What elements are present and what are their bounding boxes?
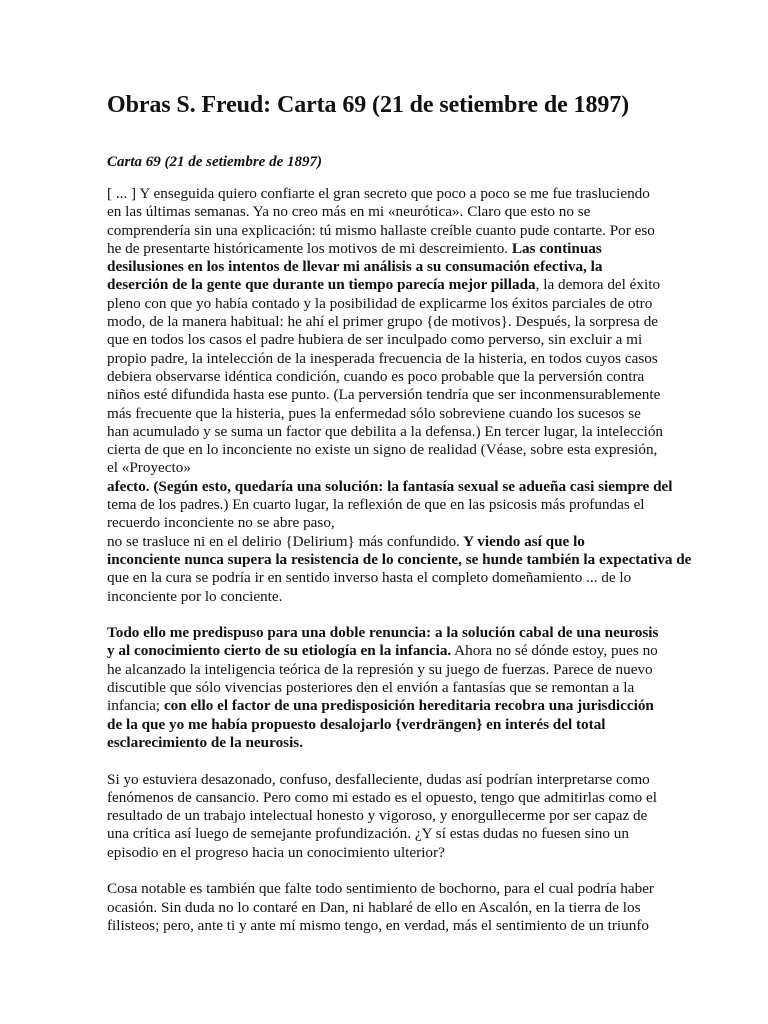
text-run: el «Proyecto»	[107, 459, 191, 477]
text-run: no se trasluce ni en el delirio {Delirium} más confundido.	[107, 532, 460, 550]
bold-text-run: inconciente nunca supera la resistencia de lo conciente, se hunde también la expectativa de	[107, 550, 692, 568]
text-line	[107, 789, 659, 807]
text-run: discutible que sólo vivencias posteriores den el envión a fantasías que se remontan a la	[107, 679, 635, 697]
text-run: tema de los padres.) En cuarto lugar, la reflexión de que en las psicosis más profundas el	[107, 496, 645, 514]
bold-text-run: esclarecimiento de la neurosis.	[107, 733, 304, 751]
page-title: Obras S. Freud: Carta 69 (21 de setiembre de 1897)	[107, 92, 630, 118]
paragraph	[107, 624, 659, 752]
text-line	[107, 313, 659, 331]
text-run: que en la cura se podría ir en sentido inverso hasta el completo domeñamiento ... de lo	[107, 569, 632, 587]
text-run: recuerdo inconciente no se abre paso,	[107, 514, 335, 532]
text-line	[107, 295, 659, 313]
text-run: episodio en el progreso hacia un conocimiento ulterior?	[107, 843, 445, 861]
text-run: , la demora del éxito	[535, 276, 661, 294]
text-run: Cosa notable es también que falte todo sentimiento de bochorno, para el cual podría haber	[107, 880, 654, 898]
text-run: propio padre, la intelección de la inesperada frecuencia de la histeria, en todos cuyos casos	[107, 349, 658, 367]
text-run: han acumulado y se suma un factor que debilita a la defensa.) En tercer lugar, la intelección	[107, 422, 664, 440]
text-line	[107, 734, 659, 752]
bold-text-run: Las continuas	[511, 239, 602, 257]
text-line	[107, 459, 659, 477]
text-run: más frecuente que la histeria, pues la enfermedad sólo sobreviene cuando los sucesos se	[107, 404, 641, 422]
bold-text-run: de la que yo me había propuesto desalojarlo {verdrängen} en interés del total	[107, 715, 606, 733]
text-line	[107, 642, 659, 660]
text-line	[107, 844, 659, 862]
text-line	[107, 880, 659, 898]
text-line	[107, 661, 659, 679]
text-run: resultado de un trabajo intelectual honesto y vigoroso, y enorgullecerme por ser capaz de	[107, 807, 648, 825]
text-run: niños esté difundida hasta ese punto. (La perversión tendría que ser inconmensurablemente	[107, 386, 661, 404]
text-line	[107, 422, 664, 441]
text-run: Si yo estuviera desazonado, confuso, desfalleciente, dudas así podrían interpretarse como	[107, 770, 650, 788]
text-line	[107, 276, 659, 294]
text-line	[107, 496, 659, 514]
bold-text-run: deserción de la gente que durante un tiempo parecía mejor pillada	[107, 276, 536, 294]
text-line	[107, 917, 659, 935]
text-line	[107, 550, 692, 569]
text-line	[107, 679, 659, 697]
text-run: he de presentarte históricamente los motivos de mi descreimiento.	[107, 239, 512, 257]
paragraph	[107, 771, 659, 862]
text-line	[107, 716, 659, 734]
letter-subtitle: Carta 69 (21 de setiembre de 1897)	[107, 154, 322, 170]
text-line	[107, 697, 659, 715]
text-run: pleno con que yo había contado y la posibilidad de explicarme los éxitos parciales de otro	[107, 294, 653, 312]
text-run: he alcanzado la inteligencia teórica de la represión y su juego de fuerzas. Parece de nuevo	[107, 660, 653, 678]
text-line	[107, 825, 659, 843]
bold-text-run: y al conocimiento cierto de su etiología en la infancia.	[107, 642, 452, 660]
text-line	[107, 240, 659, 258]
text-line	[107, 368, 659, 386]
text-line	[107, 185, 659, 203]
text-run: una crítica así luego de semejante profundización. ¿Y sí estas dudas no fuesen sino un	[107, 825, 629, 843]
text-run: comprendería sin una explicación: tú mismo hallaste creíble cuanto pude contarte. Por eso	[107, 221, 655, 239]
letter-body	[107, 185, 692, 935]
bold-text-run: afecto. (Según esto, quedaría una solución: la fantasía sexual se adueña casi siempre del	[107, 477, 673, 495]
text-run: inconciente por lo conciente.	[107, 587, 283, 605]
text-line	[107, 405, 659, 423]
bold-text-run: con ello el factor de una predisposición hereditaria recobra una jurisdicción	[163, 697, 654, 715]
text-line	[107, 588, 659, 606]
text-run: que en todos los casos el padre hubiera de ser inculpado como perverso, sin excluir a mi	[107, 331, 643, 349]
text-line	[107, 771, 659, 789]
text-line	[107, 222, 659, 240]
bold-text-run: Y viendo así que lo	[459, 532, 585, 550]
paragraph	[107, 880, 659, 935]
text-run: filisteos; pero, ante ti y ante mí mismo tengo, en verdad, más el sentimiento de un triunfo	[107, 916, 649, 934]
paragraph	[107, 185, 692, 606]
text-line	[107, 258, 659, 276]
text-run: ocasión. Sin duda no lo contaré en Dan, ni hablaré de ello en Ascalón, en la tierra de los	[107, 898, 641, 916]
bold-text-run: desilusiones en los intentos de llevar mi análisis a su consumación efectiva, la	[107, 258, 603, 276]
text-line	[107, 514, 659, 532]
text-line	[107, 477, 673, 496]
text-line	[107, 533, 659, 551]
text-line	[107, 569, 659, 587]
text-line	[107, 624, 659, 642]
text-line	[107, 331, 659, 349]
text-line	[107, 807, 659, 825]
text-run: infancia;	[107, 697, 164, 715]
text-run: Ahora no sé dónde estoy, pues no	[451, 642, 658, 660]
bold-text-run: Todo ello me predispuso para una doble renuncia: a la solución cabal de una neurosis	[107, 624, 659, 642]
text-run: debiera observarse idéntica condición, cuando es poco probable que la perversión contra	[107, 367, 645, 385]
text-run: cierta de que en lo inconciente no existe un signo de realidad (Véase, sobre esta expresión,	[107, 441, 658, 459]
text-run: en las últimas semanas. Ya no creo más en mi «neurótica». Claro que esto no se	[107, 203, 591, 221]
text-run: [ ... ] Y enseguida quiero confiarte el gran secreto que poco a poco se me fue trasluciendo	[107, 185, 650, 202]
text-line	[107, 386, 659, 404]
text-line	[107, 350, 659, 368]
text-line	[107, 203, 659, 221]
text-run: fenómenos de cansancio. Pero como mi estado es el opuesto, tengo que admitirlas como el	[107, 788, 657, 806]
text-line	[107, 441, 659, 459]
text-run: modo, de la manera habitual: he ahí el primer grupo {de motivos}. Después, la sorpresa de	[107, 313, 659, 331]
text-line	[107, 899, 659, 917]
